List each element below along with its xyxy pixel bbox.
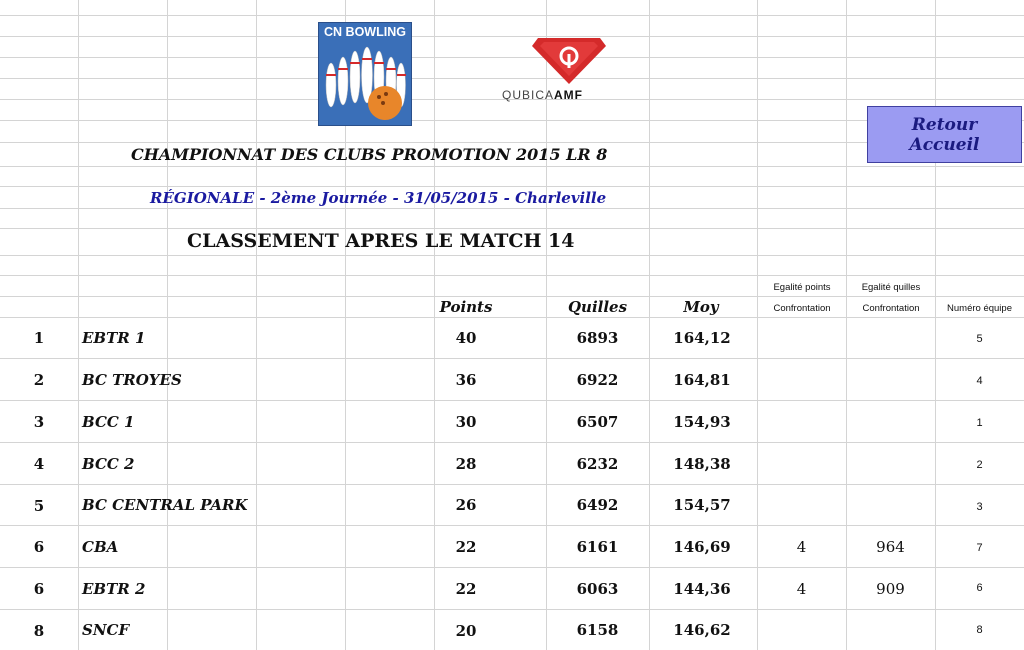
egalite-points-cell: 4: [796, 580, 807, 598]
header-quilles: Quilles: [567, 298, 628, 316]
moy-cell: 146,62: [673, 621, 731, 639]
header-egalite-quilles-confrontation: Confrontation: [862, 303, 920, 314]
rank-cell: 6: [33, 580, 45, 598]
numero-equipe-cell: 6: [976, 582, 983, 594]
moy-cell: 164,81: [673, 371, 731, 389]
header-egalite-points-confrontation: Confrontation: [773, 303, 831, 314]
points-cell: 20: [455, 622, 477, 640]
rank-cell: 5: [33, 497, 45, 515]
qubica-shield-icon: [500, 36, 640, 86]
quilles-cell: 6232: [576, 455, 619, 473]
points-cell: 30: [455, 413, 477, 431]
numero-equipe-cell: 3: [976, 501, 983, 513]
numero-equipe-cell: 8: [976, 624, 983, 636]
moy-cell: 154,93: [673, 413, 731, 431]
team-name-cell: SNCF: [82, 621, 130, 639]
cn-bowling-logo: [318, 22, 412, 126]
points-cell: 22: [455, 580, 477, 598]
quilles-cell: 6063: [576, 580, 619, 598]
header-moy: Moy: [683, 298, 719, 316]
points-cell: 28: [455, 455, 477, 473]
team-name-cell: EBTR 2: [82, 580, 146, 598]
header-egalite-points: Egalité points: [773, 282, 831, 293]
numero-equipe-cell: 7: [976, 542, 983, 554]
quilles-cell: 6161: [576, 538, 619, 556]
quilles-cell: 6158: [576, 621, 619, 639]
moy-cell: 154,57: [673, 496, 731, 514]
quilles-cell: 6492: [576, 496, 619, 514]
rank-cell: 3: [33, 413, 45, 431]
team-name-cell: BC TROYES: [82, 371, 182, 389]
header-egalite-quilles: Egalité quilles: [861, 282, 921, 293]
cn-bowling-logo-text: CN BOWLING: [324, 25, 406, 39]
points-cell: 40: [455, 329, 477, 347]
moy-cell: 164,12: [673, 329, 731, 347]
rank-cell: 8: [33, 622, 45, 640]
retour-accueil-label-line1: Retour: [911, 115, 978, 135]
rank-cell: 6: [33, 538, 45, 556]
retour-accueil-label-line2: Accueil: [909, 135, 980, 155]
numero-equipe-cell: 4: [976, 375, 983, 387]
egalite-points-cell: 4: [796, 538, 807, 556]
team-name-cell: EBTR 1: [82, 329, 146, 347]
numero-equipe-cell: 5: [976, 333, 983, 345]
moy-cell: 146,69: [673, 538, 731, 556]
qubicaamf-logo: [500, 36, 640, 102]
egalite-quilles-cell: 909: [876, 580, 905, 598]
amf-brand-text: AMF: [554, 88, 584, 102]
numero-equipe-cell: 1: [976, 417, 983, 429]
points-cell: 36: [455, 371, 477, 389]
team-name-cell: BC CENTRAL PARK: [82, 496, 248, 514]
header-numero-equipe: Numéro équipe: [947, 303, 1012, 314]
bowling-pins-icon: [319, 23, 411, 125]
team-name-cell: BCC 2: [82, 455, 135, 473]
qubica-brand-text: QUBICA: [502, 88, 555, 102]
quilles-cell: 6922: [576, 371, 619, 389]
championship-title: CHAMPIONNAT DES CLUBS PROMOTION 2015 LR 8: [131, 145, 608, 164]
team-name-cell: CBA: [82, 538, 119, 556]
retour-accueil-button[interactable]: [867, 106, 1022, 163]
event-subtitle: RÉGIONALE - 2ème Journée - 31/05/2015 - Charleville: [150, 189, 607, 207]
egalite-quilles-cell: 964: [876, 538, 905, 556]
quilles-cell: 6893: [576, 329, 619, 347]
rank-cell: 2: [33, 371, 45, 389]
points-cell: 26: [455, 496, 477, 514]
moy-cell: 144,36: [673, 580, 731, 598]
rank-cell: 1: [33, 329, 45, 347]
team-name-cell: BCC 1: [82, 413, 135, 431]
qubicaamf-text: [502, 88, 583, 102]
rank-cell: 4: [33, 455, 45, 473]
moy-cell: 148,38: [673, 455, 731, 473]
ranking-title: CLASSEMENT APRES LE MATCH 14: [187, 230, 575, 252]
header-points: Points: [439, 298, 493, 316]
quilles-cell: 6507: [576, 413, 619, 431]
points-cell: 22: [455, 538, 477, 556]
numero-equipe-cell: 2: [976, 459, 983, 471]
